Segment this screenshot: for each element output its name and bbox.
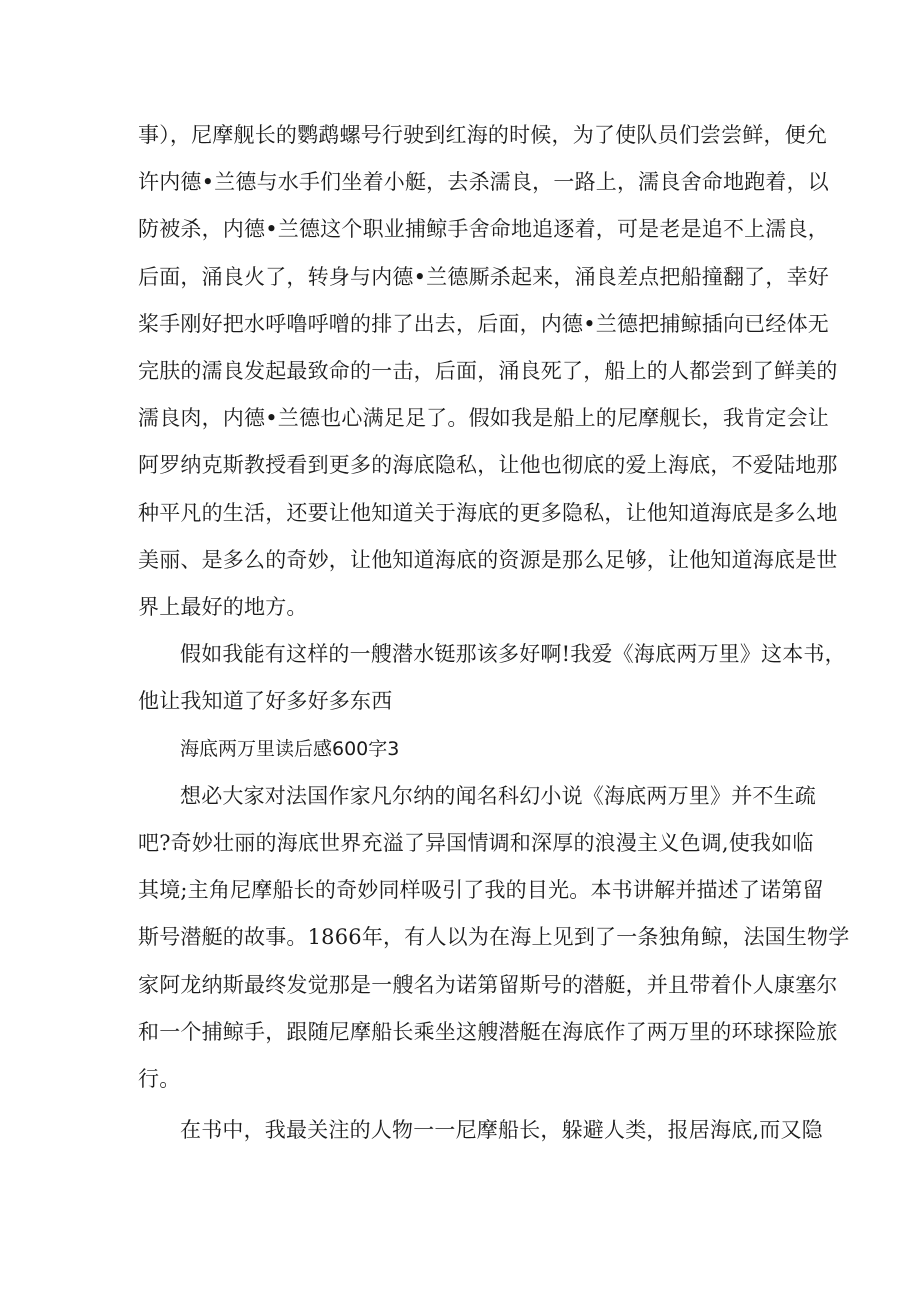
text-line: 吧?奇妙壮丽的海底世界充溢了异国情调和深厚的浪漫主义色调,使我如临 [138,831,814,856]
text-line: 阿罗纳克斯教授看到更多的海底隐私，让他也彻底的爱上海底，不爱陆地那 [138,453,838,478]
text-line: 桨手刚好把水呼噜呼噌的排了出去，后面，内德•兰德把捕鲸插向已经体无 [138,311,829,336]
text-line: 完肤的濡良发起最致命的一击，后面，涌良死了，船上的人都尝到了鲜美的 [138,359,838,384]
text-line: 他让我知道了好多好多东西 [138,689,393,714]
text-line: 界上最好的地方。 [138,595,308,620]
paragraph-1 [138,112,838,631]
text-line: 许内德•兰德与水手们坐着小艇，去杀濡良，一路上，濡良舍命地跑着，以 [138,170,829,195]
text-line: 美丽、是多么的奇妙，让他知道海底的资源是那么足够，让他知道海底是世 [138,547,838,572]
paragraph-4 [138,1107,823,1154]
text-line: 行。 [138,1067,181,1092]
text-line: 想必大家对法国作家凡尔纳的闻名科幻小说《海底两万里》并不生疏 [180,783,816,808]
text-line: 后面，涌良火了，转身与内德•兰德厮杀起来，涌良差点把船撞翻了，幸好 [138,264,829,289]
text-line: 和一个捕鲸手，跟随尼摩船长乘坐这艘潜艇在海底作了两万里的环球探险旅 [138,1019,838,1044]
text-line: 其境;主角尼摩船长的奇妙同样吸引了我的目光。本书讲解并描述了诺第留 [138,878,824,903]
document-body [138,112,850,1154]
section-heading: 海底两万里读后感600字3 [180,737,400,760]
text-line: 假如我能有这样的一艘潜水铤那该多好啊!我爱《海底两万里》这本书， [180,642,846,667]
text-line: 防被杀，内德•兰德这个职业捕鲸手舍命地追逐着，可是老是追不上濡良， [138,217,829,242]
text-line: 在书中，我最关注的人物一一尼摩船长，躲避人类，报居海底,而又隐 [180,1118,823,1143]
text-line: 家阿龙纳斯最终发觉那是一艘名为诺第留斯号的潜艇，并且带着仆人康塞尔 [138,972,838,997]
text-line: 濡良肉，内德•兰德也心满足足了。假如我是船上的尼摩舰长，我肯定会让 [138,406,829,431]
paragraph-2 [138,631,846,725]
text-line: 种平凡的生活，还要让他知道关于海底的更多隐私，让他知道海底是多么地 [138,500,838,525]
text-line: 事），尼摩舰长的鹦鹉螺号行驶到红海的时候，为了使队员们尝尝鲜，便允 [138,123,828,147]
paragraph-3 [138,773,850,1103]
text-line: 斯号潜艇的故事。1866年，有人以为在海上见到了一条独角鲸，法国生物学 [138,925,850,950]
